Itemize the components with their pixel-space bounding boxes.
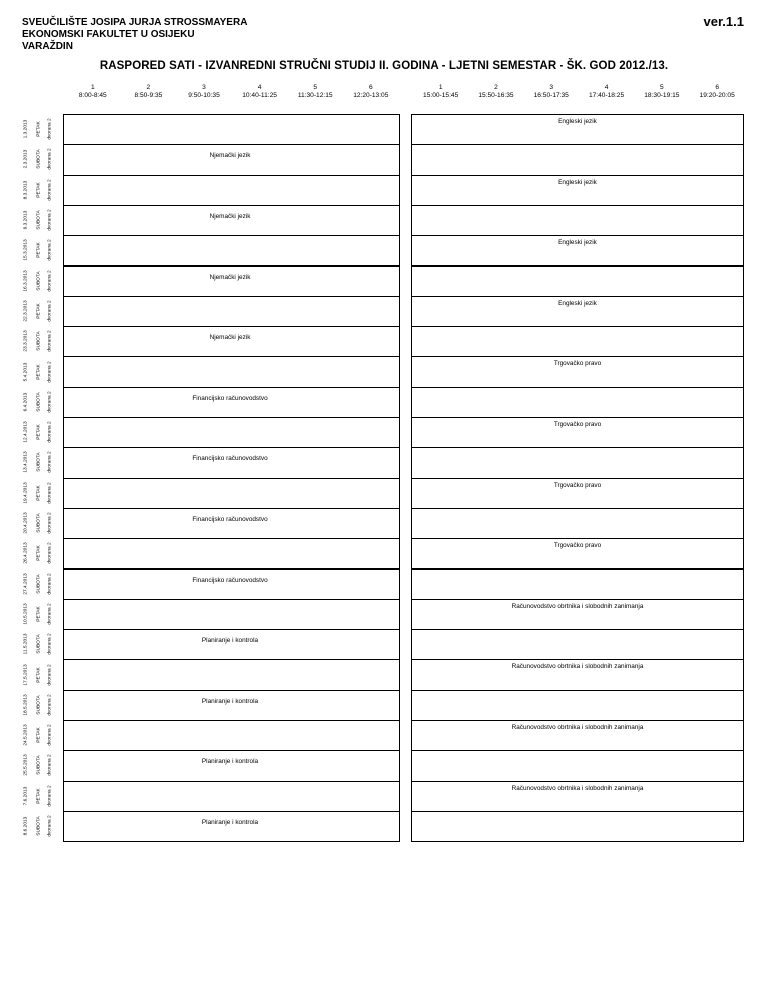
subject-name: Računovodstvo obrtnika i slobodnih zanimanja — [511, 724, 644, 731]
room-label: dvorana 2 — [47, 754, 53, 777]
day-name-label: SUBOTA — [36, 634, 42, 654]
day-name-label: PETAK — [36, 363, 42, 380]
day-name-label: SUBOTA — [36, 452, 42, 473]
day-date-label: 25.5.2013 — [23, 754, 29, 777]
day-name-label: PETAK — [36, 606, 42, 622]
morning-session-cell — [63, 538, 400, 569]
day-name-label: PETAK — [36, 303, 42, 319]
slot-number: 6 — [368, 84, 373, 91]
day-date-label: 16.3.2013 — [23, 269, 29, 292]
day-name-label: PETAK — [36, 424, 42, 440]
afternoon-session-cell — [411, 629, 744, 660]
day-name-label: SUBOTA — [36, 695, 42, 715]
day-name-label: SUBOTA — [36, 392, 42, 412]
day-date-label: 13.4.2013 — [23, 451, 29, 474]
day-date-label: 6.4.2013 — [23, 392, 29, 412]
subject-name: Planiranje i kontrola — [201, 758, 259, 766]
morning-session-cell — [63, 417, 400, 448]
slot-time: 17:40-18:25 — [588, 92, 625, 99]
room-label: dvorana 2 — [47, 209, 53, 231]
afternoon-session-cell — [411, 266, 744, 297]
morning-session-cell — [63, 781, 400, 812]
subject-name: Planiranje i kontrola — [201, 637, 259, 645]
subject-name: Računovodstvo obrtnika i slobodnih zanimanja — [511, 663, 644, 671]
afternoon-session-cell — [411, 326, 744, 357]
subject-name: Financijsko računovodstvo — [192, 576, 268, 584]
day-date-label: 18.5.2013 — [23, 694, 29, 716]
subject-name: Financijsko računovodstvo — [192, 394, 268, 402]
subject-name: Engleski jezik — [558, 299, 597, 307]
afternoon-session-cell — [411, 569, 744, 600]
slot-number: 3 — [202, 84, 206, 91]
slot-time: 16:50-17:35 — [533, 92, 569, 99]
day-date-label: 12.4.2013 — [23, 421, 29, 443]
day-date-label: 2.3.2013 — [23, 150, 29, 169]
city-name: VARAŽDIN — [22, 41, 73, 52]
slot-number: 1 — [90, 84, 95, 91]
day-name-label: SUBOTA — [36, 331, 42, 351]
subject-name: Planiranje i kontrola — [201, 818, 259, 826]
afternoon-session-cell — [411, 205, 744, 236]
day-name-label: SUBOTA — [36, 210, 42, 230]
room-label: dvorana 2 — [47, 724, 53, 746]
morning-session-cell — [63, 599, 400, 630]
morning-slot-header — [121, 84, 177, 100]
subject-name: Njemački jezik — [209, 212, 251, 220]
room-label: dvorana 2 — [47, 330, 53, 352]
day-name-label: SUBOTA — [36, 149, 42, 170]
afternoon-session-cell — [411, 508, 744, 539]
room-label: dvorana 2 — [47, 633, 53, 655]
morning-slot-header — [343, 84, 399, 100]
day-date-label: 10.5.2013 — [23, 603, 29, 625]
afternoon-slot-header — [468, 84, 523, 100]
afternoon-slot-header — [524, 84, 579, 100]
subject-name: Engleski jezik — [558, 239, 597, 247]
day-name-label: PETAK — [36, 545, 42, 562]
subject-name: Njemački jezik — [209, 273, 251, 281]
slot-time: 18:30-19:15 — [644, 92, 680, 99]
day-date-label: 15.3.2013 — [23, 239, 29, 262]
day-date-label: 8.3.2013 — [23, 180, 29, 200]
slot-time: 19:20-20:05 — [699, 92, 735, 99]
day-date-label: 17.5.2013 — [23, 663, 29, 686]
afternoon-slot-header — [413, 84, 468, 100]
day-name-label: PETAK — [36, 727, 42, 743]
room-label: dvorana 2 — [47, 360, 53, 383]
morning-slot-header — [65, 84, 121, 100]
room-label: dvorana 2 — [47, 179, 53, 201]
afternoon-slot-header — [690, 84, 745, 100]
morning-session-cell — [63, 720, 400, 751]
slot-number: 4 — [604, 84, 609, 91]
subject-name: Trgovačko pravo — [553, 360, 602, 368]
faculty-name: EKONOMSKI FAKULTET U OSIJEKU — [22, 29, 195, 40]
slot-time: 10:40-11:25 — [242, 92, 277, 99]
slot-number: 3 — [549, 84, 554, 91]
room-label: dvorana 2 — [47, 239, 53, 262]
day-date-label: 19.4.2013 — [23, 482, 29, 504]
day-name-label: PETAK — [36, 121, 42, 137]
room-label: dvorana 2 — [47, 421, 53, 443]
subject-name: Engleski jezik — [558, 178, 597, 186]
slot-time: 8:50-9:35 — [134, 92, 163, 99]
slot-time: 15:50-16:35 — [478, 92, 514, 99]
room-label: dvorana 2 — [47, 300, 53, 322]
day-name-label: PETAK — [36, 182, 42, 198]
morning-session-cell — [63, 356, 400, 387]
morning-slot-header — [176, 84, 232, 100]
subject-name: Engleski jezik — [558, 118, 597, 125]
slot-number: 5 — [313, 84, 318, 91]
slot-time: 8:00-8:45 — [78, 92, 107, 99]
room-label: dvorana 2 — [47, 785, 53, 807]
morning-session-cell — [63, 235, 400, 266]
day-date-label: 26.4.2013 — [23, 542, 29, 565]
subject-name: Financijsko računovodstvo — [192, 455, 268, 463]
afternoon-slot-header — [634, 84, 689, 100]
day-name-label: PETAK — [36, 788, 42, 804]
morning-slot-header — [287, 84, 343, 100]
version-label: ver.1.1 — [703, 14, 744, 29]
day-name-label: SUBOTA — [36, 755, 42, 776]
room-label: dvorana 2 — [47, 482, 53, 504]
subject-name: Trgovačko pravo — [553, 481, 602, 489]
slot-time: 15:00-15:45 — [423, 92, 459, 99]
slot-number: 2 — [146, 84, 151, 91]
afternoon-session-cell — [411, 387, 744, 418]
subject-name: Financijsko računovodstvo — [192, 515, 268, 523]
room-label: dvorana 2 — [47, 451, 53, 474]
day-date-label: 9.3.2013 — [23, 210, 29, 230]
afternoon-session-cell — [411, 750, 744, 781]
morning-session-cell — [63, 114, 400, 145]
day-date-label: 5.4.2013 — [23, 362, 29, 381]
day-date-label: 11.5.2013 — [23, 633, 29, 655]
afternoon-session-cell — [411, 690, 744, 721]
day-name-label: SUBOTA — [36, 816, 42, 836]
subject-name: Računovodstvo obrtnika i slobodnih zanimanja — [511, 602, 644, 610]
slot-time: 11:30-12:15 — [297, 92, 333, 99]
slot-number: 6 — [715, 84, 719, 91]
morning-session-cell — [63, 296, 400, 327]
morning-session-cell — [63, 175, 400, 206]
day-name-label: PETAK — [36, 485, 42, 501]
day-name-label: SUBOTA — [36, 573, 42, 594]
morning-slot-header — [232, 84, 288, 100]
subject-name: Trgovačko pravo — [553, 542, 602, 550]
day-date-label: 1.3.2013 — [23, 119, 29, 139]
day-name-label: PETAK — [36, 666, 42, 683]
schedule-title: RASPORED SATI - IZVANREDNI STRUČNI STUDIJ II. GODINA - LJETNI SEMESTAR - ŠK. GOD 2012./13. — [99, 60, 669, 72]
slot-number: 1 — [438, 84, 443, 91]
subject-name: Njemački jezik — [209, 334, 251, 342]
room-label: dvorana 2 — [47, 572, 53, 595]
slot-number: 4 — [257, 84, 262, 91]
day-date-label: 22.3.2013 — [23, 300, 29, 322]
day-name-label: PETAK — [36, 242, 42, 259]
room-label: dvorana 2 — [47, 603, 53, 625]
room-label: dvorana 2 — [47, 542, 53, 565]
subject-name: Njemački jezik — [209, 152, 251, 160]
day-date-label: 23.3.2013 — [23, 330, 29, 352]
slot-time: 9:50-10:35 — [188, 92, 220, 99]
room-label: dvorana 2 — [47, 148, 53, 171]
subject-name: Trgovačko pravo — [553, 421, 602, 428]
day-name-label: SUBOTA — [36, 513, 42, 533]
morning-session-cell — [63, 478, 400, 509]
day-date-label: 8.6.2013 — [23, 816, 29, 836]
subject-name: Računovodstvo obrtnika i slobodnih zanimanja — [511, 784, 644, 792]
day-date-label: 24.5.2013 — [23, 724, 29, 746]
slot-number: 2 — [494, 84, 498, 91]
afternoon-session-cell — [411, 447, 744, 478]
room-label: dvorana 2 — [47, 118, 53, 140]
room-label: dvorana 2 — [47, 269, 53, 292]
room-label: dvorana 2 — [47, 815, 53, 837]
room-label: dvorana 2 — [47, 663, 53, 686]
room-label: dvorana 2 — [47, 694, 53, 716]
day-date-label: 7.6.2013 — [23, 786, 29, 806]
slot-number: 5 — [660, 84, 664, 91]
afternoon-slot-header — [579, 84, 634, 100]
subject-name: Planiranje i kontrola — [201, 697, 259, 705]
room-label: dvorana 2 — [47, 391, 53, 413]
day-date-label: 27.4.2013 — [23, 572, 29, 595]
morning-session-cell — [63, 659, 400, 690]
afternoon-session-cell — [411, 144, 744, 175]
room-label: dvorana 2 — [47, 512, 53, 534]
day-name-label: SUBOTA — [36, 270, 42, 291]
day-date-label: 20.4.2013 — [23, 512, 29, 534]
institution-name: SVEUČILIŠTE JOSIPA JURJA STROSSMAYERA — [22, 17, 248, 28]
afternoon-session-cell — [411, 811, 744, 842]
slot-time: 12:20-13:05 — [353, 92, 389, 99]
